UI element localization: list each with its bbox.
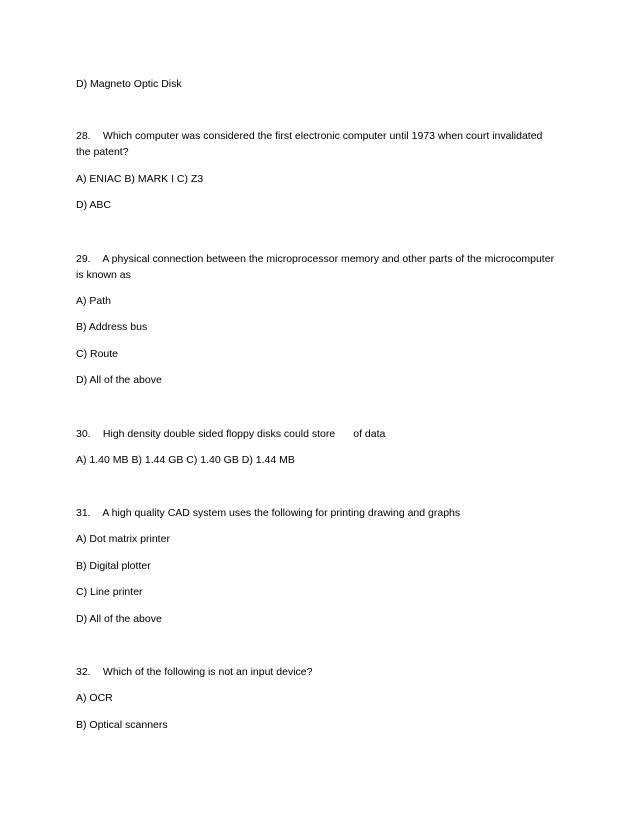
option-line: [76, 172, 203, 186]
question-number: 32.: [76, 666, 91, 678]
option-line: [76, 612, 162, 626]
question-31: [76, 506, 460, 520]
option-text: D) All of the above: [76, 374, 162, 386]
question-text: A high quality CAD system uses the following for printing drawing and graphs: [102, 507, 461, 519]
option-line: [76, 294, 111, 308]
question-text: A physical connection between the microprocessor memory and other parts of the microcomputer: [102, 253, 555, 265]
option-text: D) Magneto Optic Disk: [76, 78, 182, 90]
option-line: [76, 691, 113, 705]
option-line: [76, 532, 170, 546]
option-text: B) Optical scanners: [76, 719, 168, 731]
question-number: 28.: [76, 130, 91, 142]
option-text: C) Route: [76, 348, 119, 360]
question-text: the patent?: [76, 146, 129, 158]
option-line: [76, 320, 147, 334]
option-text: D) All of the above: [76, 613, 162, 625]
question-28: [76, 129, 542, 143]
question-text: is known as: [76, 269, 131, 281]
question-30: [76, 427, 385, 441]
option-text: A) 1.40 MB B) 1.44 GB C) 1.40 GB D) 1.44 MB: [76, 454, 295, 466]
option-text: A) Dot matrix printer: [76, 533, 170, 545]
question-text-end: of data: [353, 428, 386, 440]
option-line: [76, 198, 111, 212]
option-line: [76, 453, 295, 467]
question-number: 31.: [76, 507, 91, 519]
question-28-continued: [76, 145, 129, 159]
option-text: A) Path: [76, 295, 112, 307]
question-number: 30.: [76, 428, 91, 440]
question-text: Which of the following is not an input device?: [102, 666, 313, 678]
question-text: Which computer was considered the first electronic computer until 1973 when court invalidated: [102, 130, 543, 142]
question-32: [76, 665, 312, 679]
option-text: A) OCR: [76, 692, 113, 704]
option-line: [76, 347, 118, 361]
option-line: [76, 559, 151, 573]
option-d-prev: [76, 77, 182, 91]
question-29-continued: [76, 268, 131, 282]
option-text: B) Address bus: [76, 321, 148, 333]
question-text: High density double sided floppy disks could store: [102, 428, 336, 440]
question-29: [76, 252, 554, 266]
option-line: [76, 373, 162, 387]
option-line: [76, 718, 168, 732]
option-text: B) Digital plotter: [76, 560, 151, 572]
option-text: D) ABC: [76, 199, 112, 211]
option-line: [76, 585, 143, 599]
option-text: C) Line printer: [76, 586, 143, 598]
option-text: A) ENIAC B) MARK I C) Z3: [76, 173, 204, 185]
question-number: 29.: [76, 253, 91, 265]
